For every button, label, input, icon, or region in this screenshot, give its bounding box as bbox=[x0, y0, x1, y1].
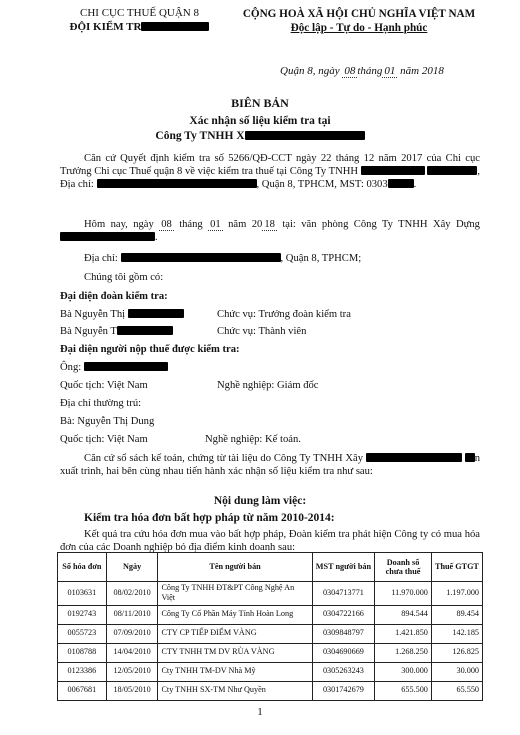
agency-name: CHI CỤC THUẾ QUẬN 8 bbox=[80, 7, 199, 19]
cell-vat: 1.197.000 bbox=[431, 582, 482, 606]
cell-tax-code: 0304722166 bbox=[312, 605, 374, 624]
cell-invoice-number: 0067681 bbox=[58, 681, 107, 700]
cell-tax-code: 0305263243 bbox=[312, 662, 374, 681]
paragraph-decision: Căn cứ Quyết định kiểm tra số 5266/QĐ-CCT ngày 22 tháng 12 năm 2017 của Chi cục Trưởng Chi cục Thuế quận 8 về việc kiểm tra thuế tại Công Ty TNHH , Địa chỉ: , Quận 8, TPHCM, MST: 0303 . bbox=[60, 153, 480, 191]
content-heading: Nội dung làm việc: bbox=[213, 495, 307, 507]
member-1-role: Chức vụ: Trưởng đoàn kiểm tra bbox=[217, 309, 351, 320]
paragraph-findings: Kết quả tra cứu hóa đơn mua vào bất hợp pháp, Đoàn kiểm tra phát hiện Công ty có mua hóa đơn của các Doanh nghiệp bỏ địa điểm kinh doanh sau: bbox=[60, 529, 480, 554]
cell-revenue: 1.268.250 bbox=[375, 643, 432, 662]
section-heading: Kiểm tra hóa đơn bất hợp pháp từ năm 2010-2014: bbox=[84, 512, 335, 524]
redaction-mark bbox=[245, 131, 365, 140]
cell-date: 14/04/2010 bbox=[106, 643, 158, 662]
nation-name: CỘNG HOÀ XÃ HỘI CHỦ NGHĨA VIỆT NAM bbox=[242, 8, 476, 20]
document-date: Quận 8, ngày 08 tháng 01 năm 2018 bbox=[280, 65, 444, 77]
redaction-mark bbox=[465, 453, 475, 462]
cell-seller: Cty TNHH TM-DV Nhà Mỹ bbox=[158, 662, 312, 681]
cell-invoice-number: 0055723 bbox=[58, 624, 107, 643]
cell-seller: Công Ty TNHH ĐT&PT Công Nghệ An Việt bbox=[158, 582, 312, 606]
cell-seller: Cty TNHH SX-TM Như Quyền bbox=[158, 681, 312, 700]
agency-team: ĐỘI KIỂM TR bbox=[52, 21, 227, 35]
column-header: Số hóa đơn bbox=[58, 553, 107, 582]
person-2-occupation: Nghề nghiệp: Kế toán. bbox=[205, 434, 301, 445]
cell-date: 08/02/2010 bbox=[106, 582, 158, 606]
cell-invoice-number: 0192743 bbox=[58, 605, 107, 624]
cell-date: 18/05/2010 bbox=[106, 681, 158, 700]
taxpayer-rep-1: Ông: bbox=[60, 361, 168, 374]
table-row bbox=[58, 643, 483, 662]
members-intro: Chúng tôi gồm có: bbox=[84, 272, 164, 283]
meeting-address: Địa chỉ: , Quận 8, TPHCM; bbox=[84, 253, 362, 264]
document-subtitle: Xác nhận số liệu kiểm tra tại bbox=[189, 115, 331, 127]
column-header: Thuế GTGT bbox=[431, 553, 482, 582]
cell-invoice-number: 0103631 bbox=[58, 582, 107, 606]
taxpayer-rep-2: Bà: Nguyễn Thị Dung bbox=[60, 416, 155, 427]
residence-label: Địa chỉ thường trú: bbox=[60, 398, 142, 409]
cell-vat: 89.454 bbox=[431, 605, 482, 624]
cell-vat: 126.825 bbox=[431, 643, 482, 662]
redaction-mark bbox=[141, 22, 209, 31]
redaction-mark bbox=[361, 166, 425, 175]
company-title: Công Ty TNHH X bbox=[0, 129, 520, 143]
person-1-occupation: Nghề nghiệp: Giám đốc bbox=[217, 380, 319, 391]
paragraph-records: Căn cứ sổ sách kế toán, chứng từ tài liệu do Công Ty TNHH Xây n xuất trình, hai bên cùng nhau tiến hành xác nhận số liệu kiểm tra như sau: bbox=[60, 453, 481, 478]
cell-invoice-number: 0123386 bbox=[58, 662, 107, 681]
person-2-nationality: Quốc tịch: Việt Nam bbox=[60, 434, 148, 445]
cell-revenue: 1.421.850 bbox=[375, 624, 432, 643]
cell-tax-code: 0304690669 bbox=[312, 643, 374, 662]
table-row bbox=[58, 605, 483, 624]
redaction-mark bbox=[60, 232, 155, 241]
table-row bbox=[58, 624, 483, 643]
column-header: Doanh số chưa thuế bbox=[375, 553, 432, 582]
cell-seller: CTY CP TIẾP ĐIỂM VÀNG bbox=[158, 624, 312, 643]
nation-motto: Độc lập - Tự do - Hạnh phúc bbox=[290, 22, 428, 34]
redaction-mark bbox=[366, 453, 462, 462]
redaction-mark bbox=[121, 253, 281, 262]
paragraph-meeting: Hôm nay, ngày 08 tháng 01 năm 20 18 tại: văn phòng Công Ty TNHH Xây Dựng . bbox=[60, 218, 480, 244]
cell-date: 12/05/2010 bbox=[106, 662, 158, 681]
cell-vat: 30.000 bbox=[431, 662, 482, 681]
member-2-name: Bà Nguyễn T bbox=[60, 325, 173, 338]
redaction-mark bbox=[97, 179, 257, 188]
cell-seller: CTY TNHH TM DV RÙA VÀNG bbox=[158, 643, 312, 662]
redaction-mark bbox=[427, 166, 477, 175]
column-header: Tên người bán bbox=[158, 553, 312, 582]
agency-header bbox=[52, 7, 227, 35]
taxpayer-heading: Đại diện người nộp thuế được kiểm tra: bbox=[60, 344, 240, 355]
document-title: BIÊN BẢN bbox=[231, 96, 289, 110]
table-row bbox=[58, 582, 483, 606]
cell-tax-code: 0301742679 bbox=[312, 681, 374, 700]
cell-date: 08/11/2010 bbox=[106, 605, 158, 624]
cell-date: 07/09/2010 bbox=[106, 624, 158, 643]
redaction-mark bbox=[388, 179, 414, 188]
redaction-mark bbox=[117, 326, 173, 335]
team-heading: Đại diện đoàn kiểm tra: bbox=[60, 291, 168, 302]
invoice-table bbox=[57, 552, 483, 701]
cell-revenue: 11.970.000 bbox=[375, 582, 432, 606]
page-number: 1 bbox=[257, 706, 263, 718]
cell-revenue: 655.500 bbox=[375, 681, 432, 700]
cell-vat: 142.185 bbox=[431, 624, 482, 643]
table-header-row bbox=[58, 553, 483, 582]
member-2-role: Chức vụ: Thành viên bbox=[217, 326, 307, 337]
national-header bbox=[228, 7, 490, 35]
redaction-mark bbox=[128, 309, 184, 318]
cell-tax-code: 0309848797 bbox=[312, 624, 374, 643]
column-header: MST người bán bbox=[312, 553, 374, 582]
cell-invoice-number: 0108788 bbox=[58, 643, 107, 662]
cell-tax-code: 0304713771 bbox=[312, 582, 374, 606]
member-1-name: Bà Nguyễn Thị bbox=[60, 308, 184, 321]
person-1-nationality: Quốc tịch: Việt Nam bbox=[60, 380, 148, 391]
redaction-mark bbox=[84, 362, 168, 371]
column-header: Ngày bbox=[106, 553, 158, 582]
cell-vat: 65.550 bbox=[431, 681, 482, 700]
table-row bbox=[58, 681, 483, 700]
cell-revenue: 894.544 bbox=[375, 605, 432, 624]
cell-seller: Công Ty Cổ Phần Máy Tính Hoàn Long bbox=[158, 605, 312, 624]
table-row bbox=[58, 662, 483, 681]
cell-revenue: 300.000 bbox=[375, 662, 432, 681]
